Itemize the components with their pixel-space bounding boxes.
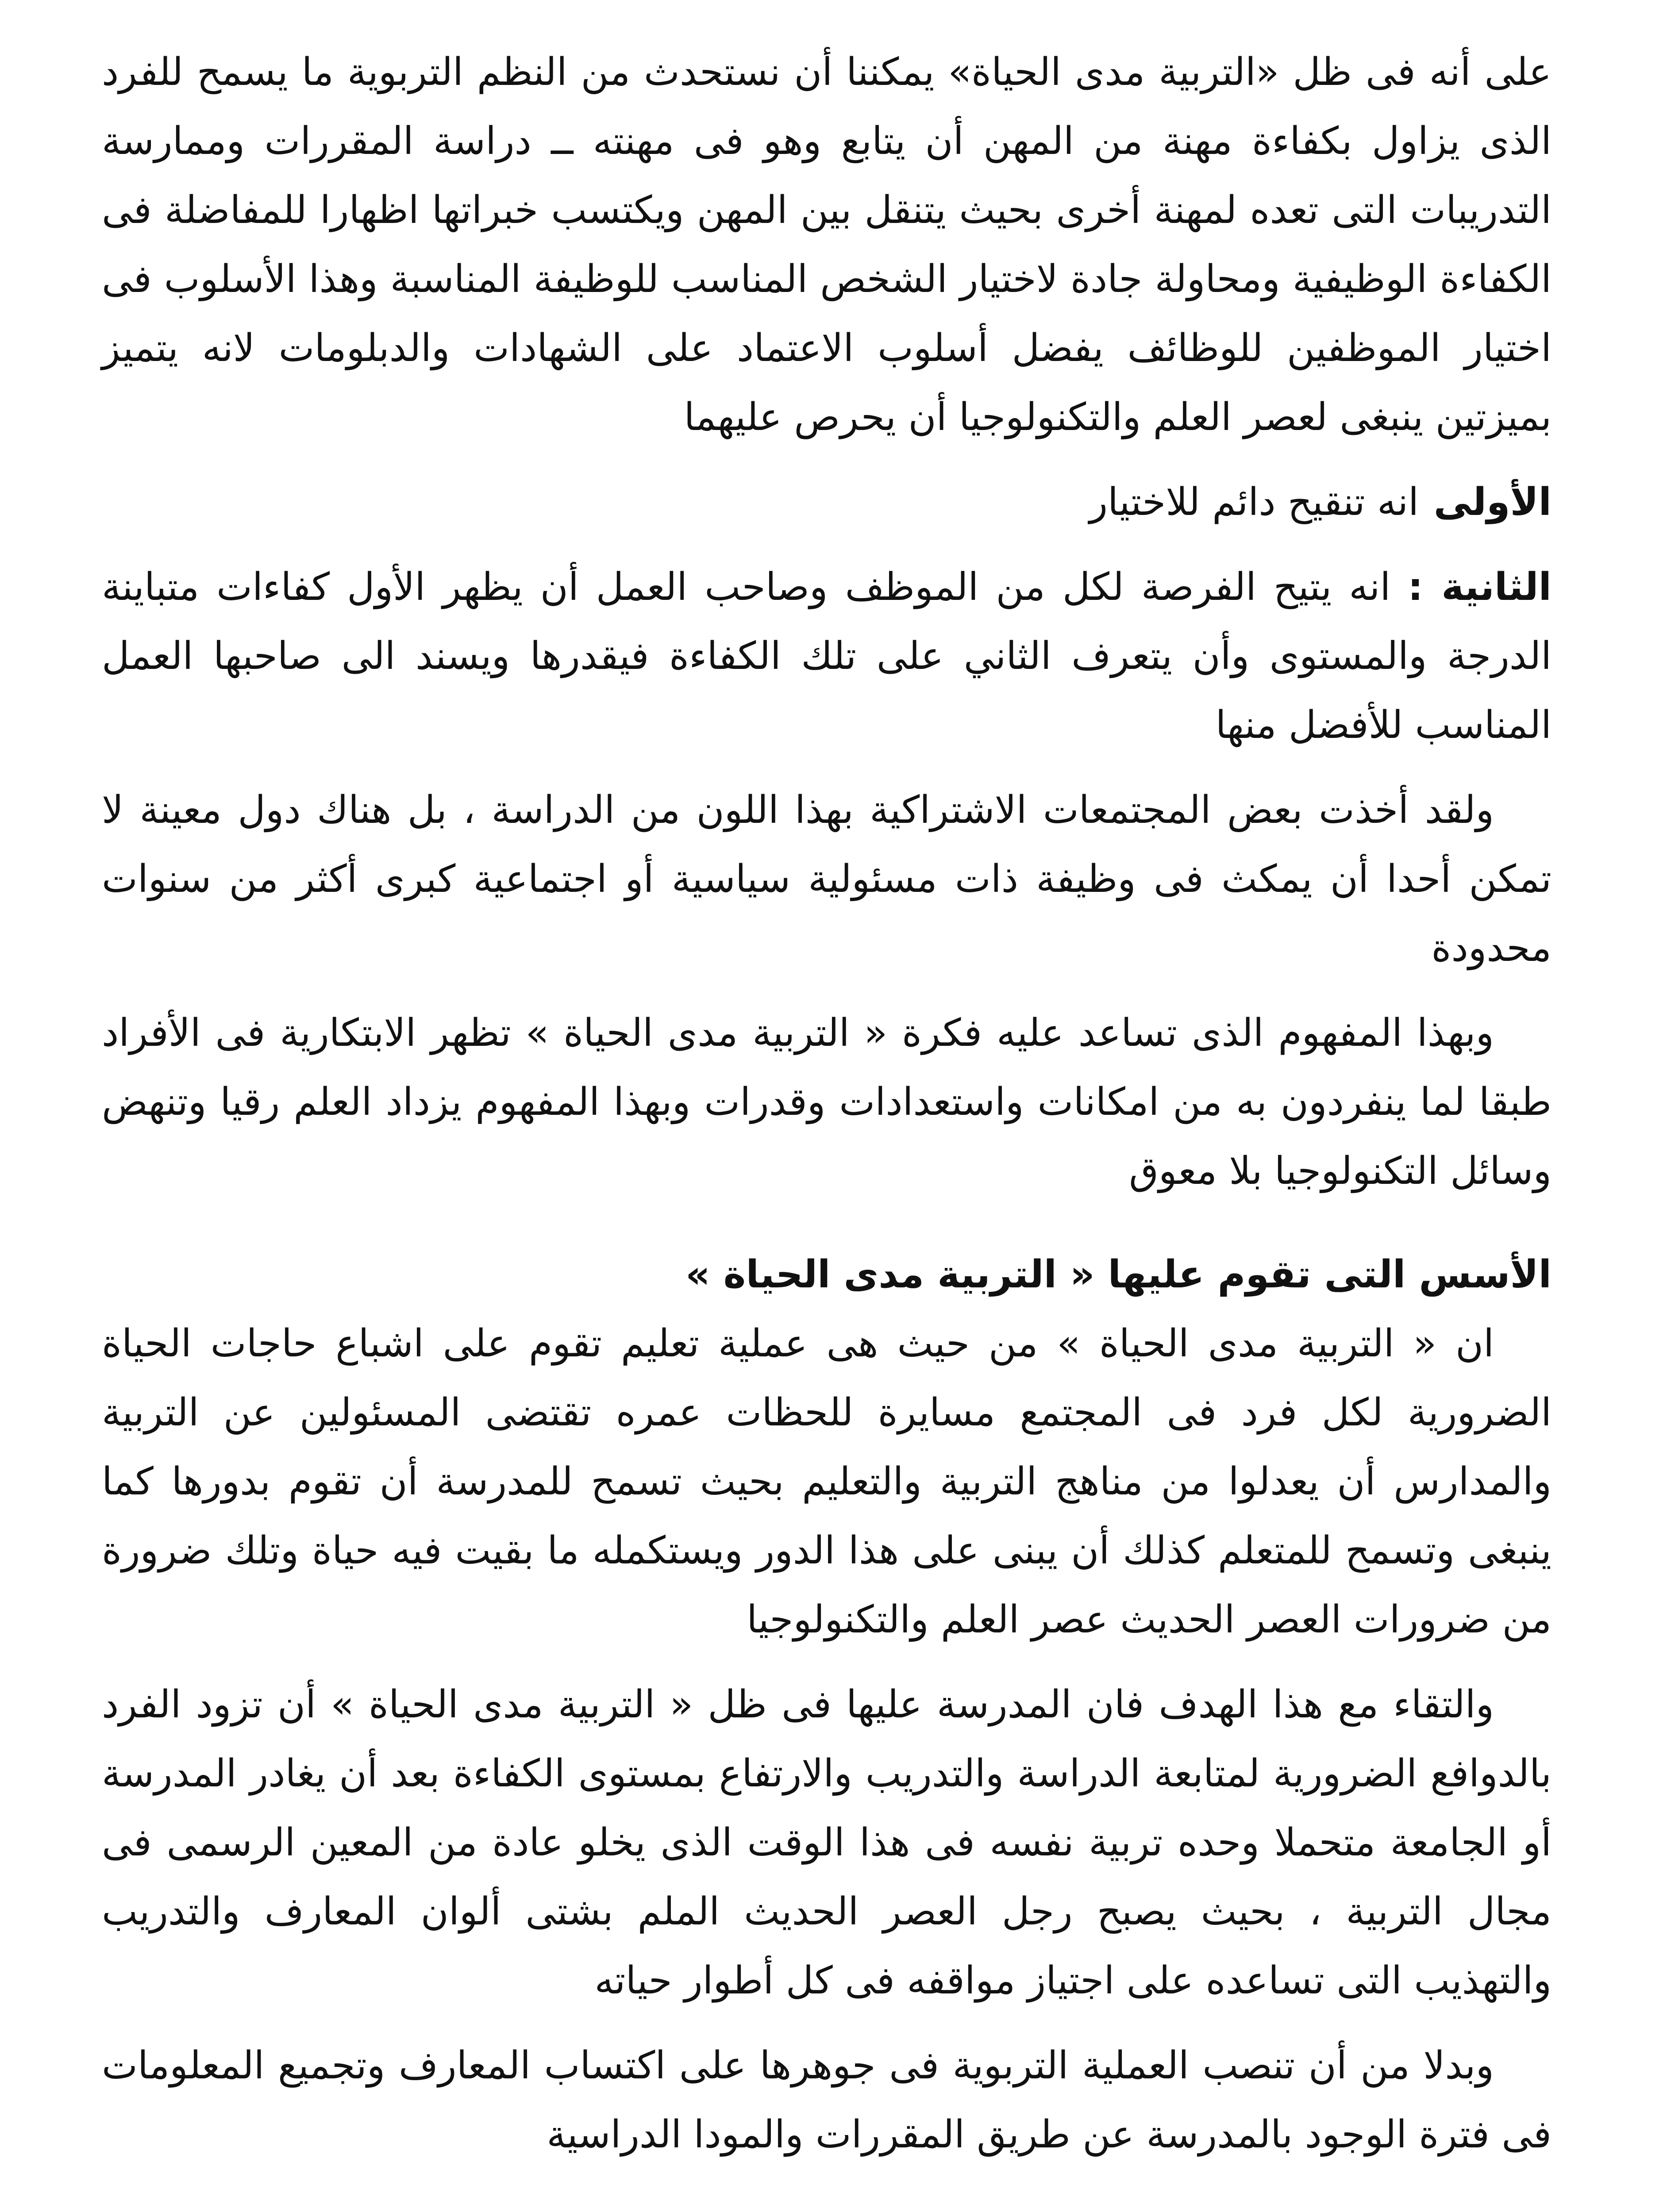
first-advantage-label: الأولى bbox=[1433, 480, 1552, 524]
section-heading: الأسس التى تقوم عليها « التربية مدى الحياة » bbox=[685, 1252, 1552, 1297]
paragraph-3: وبهذا المفهوم الذى تساعد عليه فكرة « التربية مدى الحياة » تظهر الابتكارية فى الأفراد طبقا لما ينفردون به من امكانات واستعدادات وقدرات وبهذا المفهوم يزداد العلم رقيا وتنهض وسائل التكنولوجيا بلا معوق bbox=[102, 1011, 1552, 1193]
paragraph-2: ولقد أخذت بعض المجتمعات الاشتراكية بهذا اللون من الدراسة ، بل هناك دول معينة لا تمكن أحدا أن يمكث فى وظيفة ذات مسئولية سياسية أو اجتماعية كبرى أكثر من سنوات محدودة bbox=[102, 788, 1552, 970]
first-advantage bbox=[102, 468, 1552, 537]
second-advantage-text: انه يتيح الفرصة لكل من الموظف وصاحب العمل أن يظهر الأول كفاءات متباينة الدرجة والمستوى وأن يتعرف الثاني على تلك الكفاءة فيقدرها ويسند الى صاحبها العمل المناسب للأفضل منها bbox=[102, 565, 1552, 747]
second-advantage-label: الثانية : bbox=[1408, 565, 1552, 609]
paragraph-4: ان « التربية مدى الحياة » من حيث هى عملية تعليم تقوم على اشباع حاجات الحياة الضرورية لكل فرد فى المجتمع مسايرة للحظات عمره تقتضى المسئولين عن التربية والمدارس أن يعدلوا من مناهج التربية والتعليم بحيث تسمح للمدرسة أن تقوم بدورها كما ينبغى وتسمح للمتعلم كذلك أن يبنى على هذا الدور ويستكمله ما بقيت فيه حياة وتلك ضرورة من ضرورات العصر الحديث عصر العلم والتكنولوجيا bbox=[102, 1321, 1552, 1642]
paragraph-1: على أنه فى ظل «التربية مدى الحياة» يمكننا أن نستحدث من النظم التربوية ما يسمح للفرد الذى يزاول بكفاءة مهنة من المهن أن يتابع وهو فى مهنته ــ دراسة المقررات وممارسة التدريبات التى تعده لمهنة أخرى بحيث يتنقل بين المهن ويكتسب خبراتها اظهارا للمفاضلة فى الكفاءة الوظيفية ومحاولة جادة لاختيار الشخص المناسب للوظيفة المناسبة وهذا الأسلوب فى اختيار الموظفين للوظائف يفضل أسلوب الاعتماد على الشهادات والدبلومات لانه يتميز بميزتين ينبغى لعصر العلم والتكنولوجيا أن يحرص عليهما bbox=[102, 50, 1552, 439]
paragraph-5: والتقاء مع هذا الهدف فان المدرسة عليها فى ظل « التربية مدى الحياة » أن تزود الفرد بالدوافع الضرورية لمتابعة الدراسة والتدريب والارتفاع بمستوى الكفاءة بعد أن يغادر المدرسة أو الجامعة متحملا وحده تربية نفسه فى هذا الوقت الذى يخلو عادة من المعين الرسمى فى مجال التربية ، بحيث يصبح رجل العصر الحديث الملم بشتى ألوان المعارف والتدريب والتهذيب التى تساعده على اجتياز مواقفه فى كل أطوار حياته bbox=[102, 1682, 1552, 2003]
first-advantage-text: انه تنقيح دائم للاختيار bbox=[1089, 480, 1419, 524]
paragraph-6: وبدلا من أن تنصب العملية التربوية فى جوهرها على اكتساب المعارف وتجميع المعلومات فى فترة الوجود بالمدرسة عن طريق المقررات والمودا الدراسية bbox=[102, 2043, 1552, 2157]
second-advantage bbox=[102, 553, 1552, 760]
